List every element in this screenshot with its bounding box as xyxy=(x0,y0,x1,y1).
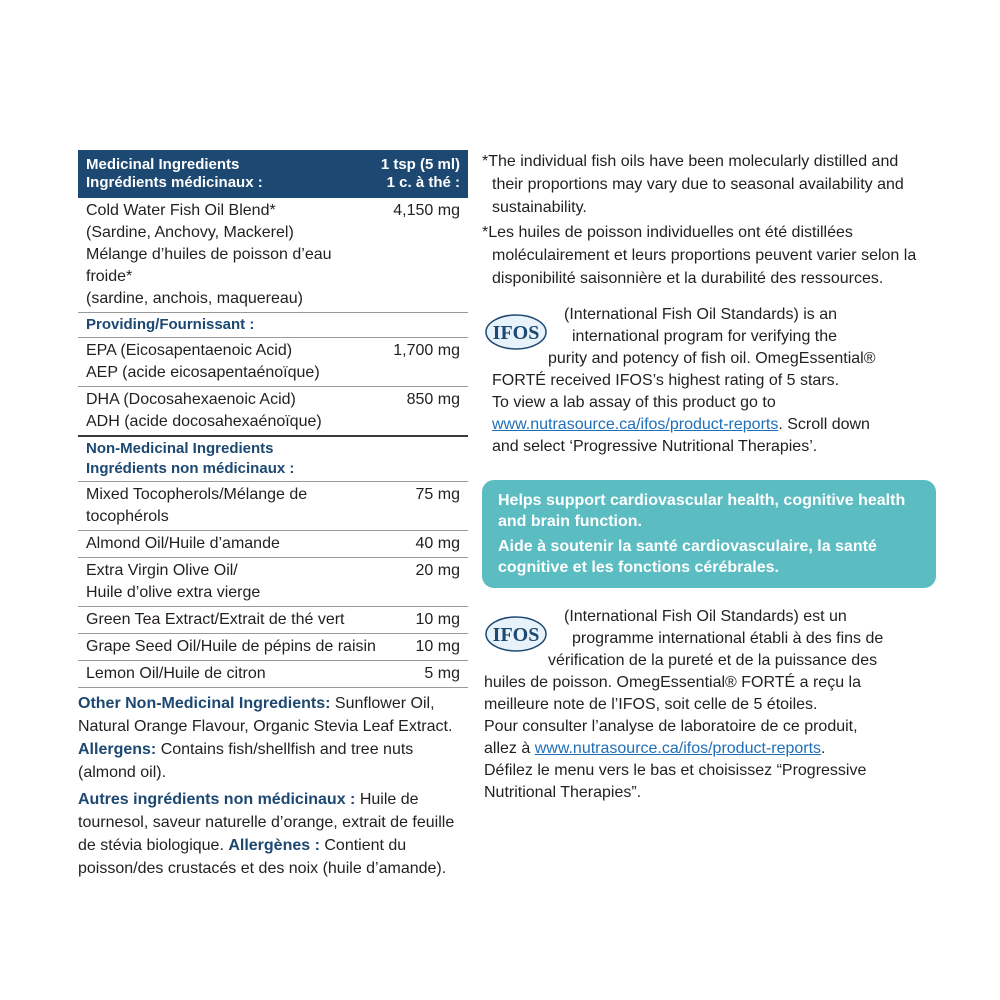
ingredient-row-dha xyxy=(78,387,468,437)
ingredient-amount: 1,700 mg xyxy=(393,342,460,359)
benefit-banner xyxy=(482,480,936,588)
ingredient-amount: 10 mg xyxy=(415,611,460,628)
footnote-fr: *Les huiles de poisson individuelles ont été distillées moléculairement et leurs proportions peuvent varier selon la disponibilité saisonnière et la durabilité des ressources. xyxy=(482,224,917,287)
header-right-en: 1 tsp (5 ml) xyxy=(380,156,460,173)
ifos-logo-text: IFOS xyxy=(492,322,540,344)
ifos-logo-text: IFOS xyxy=(492,624,540,646)
ifos-en-line-4: FORTÉ received IFOS’s highest rating of 5 stars. xyxy=(492,372,840,389)
ifos-en-line-3: purity and potency of fish oil. OmegEssential® xyxy=(548,350,876,367)
providing-label: Providing/Fournissant : xyxy=(86,316,255,333)
allergens-label-fr: Allergènes : xyxy=(228,837,320,854)
ingredient-name: Mixed Tocopherols/Mélange de tocophérols xyxy=(86,486,308,525)
ifos-fr-line-9: Défilez le menu vers le bas et choisissez “Progressive xyxy=(484,762,867,779)
other-text-fr: Huile de tournesol, saveur naturelle d’orange, extrait de feuille de stévia biologique. xyxy=(78,791,455,854)
ifos-fr-line-8: . xyxy=(821,740,826,757)
ingredient-amount: 20 mg xyxy=(415,562,460,579)
ingredient-name: DHA (Docosahexaenoic Acid) ADH (acide docosahexaénoïque) xyxy=(86,391,322,430)
ifos-link-fr[interactable]: www.nutrasource.ca/ifos/product-reports xyxy=(534,740,822,757)
ifos-fr-line-10: Nutritional Therapies”. xyxy=(484,784,642,801)
ingredient-amount: 40 mg xyxy=(415,535,460,552)
ingredient-amount: 5 mg xyxy=(424,665,460,682)
non-medicinal-heading xyxy=(78,437,468,482)
ifos-fr-line-1: (International Fish Oil Standards) est un xyxy=(564,608,847,625)
ingredient-name: Almond Oil/Huile d’amande xyxy=(86,535,280,552)
ingredient-row-epa xyxy=(78,338,468,387)
ifos-block-fr xyxy=(482,606,922,804)
ingredient-amount: 75 mg xyxy=(415,486,460,503)
ifos-fr-line-3: vérification de la pureté et de la puissance des xyxy=(548,652,878,669)
other-ingredients-en xyxy=(78,692,468,784)
ifos-en-line-1: (International Fish Oil Standards) is an xyxy=(564,306,838,323)
table-row xyxy=(78,634,468,661)
ifos-fr-line-2: programme international établi à des fins de xyxy=(572,630,884,647)
ifos-link-en[interactable]: www.nutrasource.ca/ifos/product-reports xyxy=(492,416,779,433)
table-row xyxy=(78,607,468,634)
ifos-en-line-7: and select ‘Progressive Nutritional Therapies’. xyxy=(492,438,818,455)
ifos-fr-line-6: Pour consulter l’analyse de laboratoire de ce produit, xyxy=(484,718,858,735)
ingredient-amount: 850 mg xyxy=(406,391,460,408)
table-row xyxy=(78,482,468,531)
ifos-en-line-2: international program for verifying the xyxy=(572,328,838,345)
ifos-fr-line-7: allez à xyxy=(484,740,535,757)
ingredient-amount: 4,150 mg xyxy=(393,202,460,219)
banner-text-en: Helps support cardiovascular health, cognitive health and brain function. xyxy=(498,492,906,530)
header-right-fr: 1 c. à thé : xyxy=(386,174,460,191)
ingredient-amount: 10 mg xyxy=(415,638,460,655)
info-panel xyxy=(482,150,922,804)
ifos-en-line-5: To view a lab assay of this product go to xyxy=(492,394,776,411)
other-label-fr: Autres ingrédients non médicinaux : xyxy=(78,791,356,808)
footnote-en: *The individual fish oils have been molecularly distilled and their proportions may vary due to seasonal availability and sustainability. xyxy=(482,153,904,216)
header-left-en: Medicinal Ingredients xyxy=(86,156,240,173)
other-text-en: Sunflower Oil, Natural Orange Flavour, Organic Stevia Leaf Extract. xyxy=(78,695,453,735)
ifos-fr-line-4: huiles de poisson. OmegEssential® FORTÉ a reçu la xyxy=(484,674,861,691)
ingredient-name: Lemon Oil/Huile de citron xyxy=(86,665,266,682)
ingredient-row-fish-oil xyxy=(78,198,468,313)
ingredient-name: Grape Seed Oil/Huile de pépins de raisin xyxy=(86,638,376,655)
non-medicinal-fr: Ingrédients non médicinaux : xyxy=(86,460,295,477)
ingredient-name: Cold Water Fish Oil Blend* (Sardine, Anchovy, Mackerel) Mélange d’huiles de poisson d’eau froide* (sardine, anchois, maquereau) xyxy=(86,202,332,307)
ifos-logo-icon xyxy=(484,312,548,352)
header-left-fr: Ingrédients médicinaux : xyxy=(86,174,263,191)
ingredients-panel xyxy=(78,150,468,880)
providing-heading xyxy=(78,313,468,338)
table-row xyxy=(78,558,468,607)
table-row xyxy=(78,661,468,688)
ifos-en-line-6: . Scroll down xyxy=(778,416,870,433)
ifos-block-en xyxy=(482,304,922,458)
other-label-en: Other Non-Medicinal Ingredients: xyxy=(78,695,331,712)
ingredient-name: EPA (Eicosapentaenoic Acid) AEP (acide eicosapentaénoïque) xyxy=(86,342,320,381)
medicinal-header xyxy=(78,150,468,198)
allergens-text-en: Contains fish/shellfish and tree nuts (almond oil). xyxy=(78,741,414,781)
table-row xyxy=(78,531,468,558)
allergens-text-fr: Contient du poisson/des crustacés et des noix (huile d’amande). xyxy=(78,837,447,877)
other-ingredients-fr xyxy=(78,788,468,880)
ingredient-name: Extra Virgin Olive Oil/ Huile d’olive extra vierge xyxy=(86,562,261,601)
ifos-logo-icon xyxy=(484,614,548,654)
ingredient-name: Green Tea Extract/Extrait de thé vert xyxy=(86,611,345,628)
allergens-label-en: Allergens: xyxy=(78,741,157,758)
non-medicinal-en: Non-Medicinal Ingredients xyxy=(86,440,274,457)
banner-text-fr: Aide à soutenir la santé cardiovasculaire, la santé cognitive et les fonctions cérébrales. xyxy=(498,538,877,576)
ifos-fr-line-5: meilleure note de l’IFOS, soit celle de 5 étoiles. xyxy=(484,696,818,713)
